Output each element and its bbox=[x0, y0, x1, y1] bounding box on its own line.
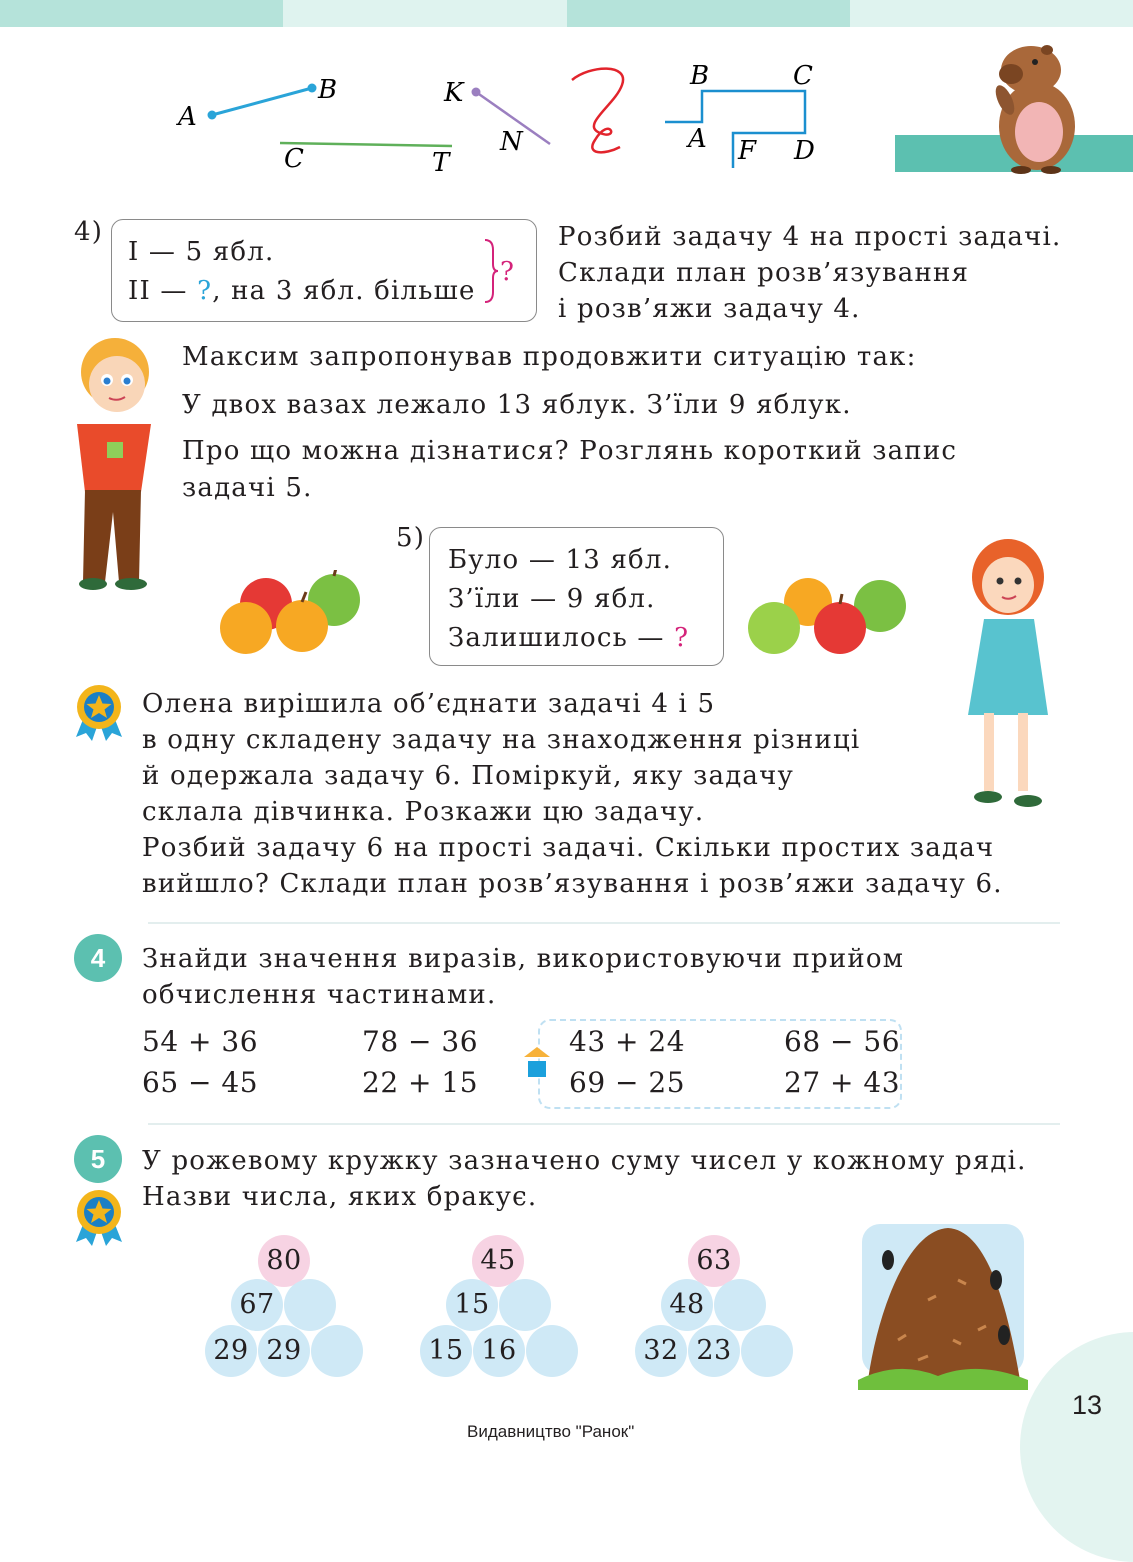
capybara-illustration bbox=[985, 38, 1085, 174]
sum-circle: 45 bbox=[472, 1235, 524, 1287]
number-circle: 15 bbox=[446, 1279, 498, 1331]
expression: 78 − 36 bbox=[362, 1025, 479, 1058]
number-circle: 29 bbox=[258, 1325, 310, 1377]
task4-instruction-line: Розбий задачу 4 на прості задачі. bbox=[558, 222, 1062, 252]
top-bar-2 bbox=[283, 0, 567, 27]
olena-paragraph-line: Розбий задачу 6 на прості задачі. Скільки простих задач bbox=[142, 833, 995, 863]
blank-circle[interactable] bbox=[741, 1325, 793, 1377]
apples-left-illustration bbox=[214, 570, 366, 658]
point-label: T bbox=[432, 148, 450, 178]
olena-paragraph-line: й одержала задачу 6. Поміркуй, яку задачу bbox=[142, 761, 795, 791]
anthill-illustration bbox=[858, 1220, 1028, 1390]
question-mark: ? bbox=[197, 276, 213, 306]
exercise-number-badge: 4 bbox=[74, 934, 122, 982]
blank-circle[interactable] bbox=[714, 1279, 766, 1331]
task4-brief-line1: I — 5 ябл. bbox=[128, 237, 275, 267]
page-number: 13 bbox=[1072, 1390, 1103, 1420]
number-circle: 67 bbox=[231, 1279, 283, 1331]
boy-illustration bbox=[55, 332, 165, 594]
exercise5-text-line: Назви числа, яких бракує. bbox=[142, 1182, 538, 1212]
brace-icon bbox=[483, 238, 499, 304]
point-label: F bbox=[738, 136, 757, 166]
olena-paragraph-line: вийшло? Склади план розв’язування і розв’яжи задачу 6. bbox=[142, 869, 1003, 899]
olena-paragraph-line: в одну складену задачу на знаходження різниці bbox=[142, 725, 861, 755]
task5-brief-line1: Було — 13 ябл. bbox=[448, 545, 673, 575]
maxim-paragraph-line: задачі 5. bbox=[182, 473, 313, 503]
brace-question-mark: ? bbox=[500, 257, 516, 287]
exercise4-text-line: обчислення частинами. bbox=[142, 980, 497, 1010]
blank-circle[interactable] bbox=[311, 1325, 363, 1377]
expression: 43 + 24 bbox=[569, 1025, 686, 1058]
point-label: N bbox=[500, 127, 523, 157]
exercise5-text-line: У рожевому кружку зазначено суму чисел у кожному ряді. bbox=[142, 1146, 1027, 1176]
question-mark: ? bbox=[674, 623, 690, 653]
number-circle: 32 bbox=[635, 1325, 687, 1377]
point-label: C bbox=[793, 61, 813, 91]
task5-brief-line2: З’їли — 9 ябл. bbox=[448, 584, 656, 614]
top-bar-3 bbox=[567, 0, 850, 27]
number-circle: 16 bbox=[473, 1325, 525, 1377]
page-corner bbox=[1020, 1332, 1133, 1562]
task4-line2-end: , на 3 ябл. більше bbox=[212, 276, 476, 306]
task4-number: 4) bbox=[74, 217, 104, 247]
point-label: D bbox=[794, 136, 815, 166]
point-label: K bbox=[444, 78, 464, 108]
point-label: B bbox=[690, 61, 710, 91]
sum-circle: 63 bbox=[688, 1235, 740, 1287]
olena-paragraph-line: Олена вирішила об’єднати задачі 4 і 5 bbox=[142, 689, 716, 719]
number-circle: 48 bbox=[661, 1279, 713, 1331]
number-circle: 23 bbox=[688, 1325, 740, 1377]
publisher-label: Видавництво "Ранок" bbox=[467, 1422, 635, 1441]
expression: 22 + 15 bbox=[362, 1066, 479, 1099]
maxim-paragraph-line: У двох вазах лежало 13 яблук. З’їли 9 яблук. bbox=[182, 390, 852, 420]
number-circle: 15 bbox=[420, 1325, 472, 1377]
task4-line2-start: II — bbox=[128, 276, 198, 306]
sum-circle: 80 bbox=[258, 1235, 310, 1287]
task5-number: 5) bbox=[396, 523, 426, 553]
point-label: C bbox=[284, 144, 304, 174]
apples-right-illustration bbox=[744, 574, 912, 658]
task4-brief-line2 bbox=[128, 273, 476, 309]
task4-instruction-line: Склади план розв’язування bbox=[558, 258, 970, 288]
girl-illustration bbox=[962, 535, 1062, 813]
geometry-figures bbox=[160, 55, 860, 185]
section-divider bbox=[148, 922, 1060, 924]
maxim-paragraph-line: Про що можна дізнатися? Розглянь короткий запис bbox=[182, 436, 958, 466]
section-divider bbox=[148, 1123, 1060, 1125]
expression: 68 − 56 bbox=[784, 1025, 901, 1058]
point-label: A bbox=[688, 124, 707, 154]
expression: 54 + 36 bbox=[142, 1025, 259, 1058]
expression: 69 − 25 bbox=[569, 1066, 686, 1099]
task5-brief-line3 bbox=[448, 620, 689, 656]
top-bar-4 bbox=[850, 0, 1133, 27]
top-bar-1 bbox=[0, 0, 283, 27]
exercise4-text-line: Знайди значення виразів, використовуючи прийом bbox=[142, 944, 905, 974]
ribbon-star-icon bbox=[72, 1188, 126, 1246]
expression: 27 + 43 bbox=[784, 1066, 901, 1099]
task4-instruction-line: і розв’яжи задачу 4. bbox=[558, 294, 861, 324]
task5-line3-text: Залишилось — bbox=[448, 623, 675, 653]
blank-circle[interactable] bbox=[284, 1279, 336, 1331]
ribbon-star-icon bbox=[72, 683, 126, 741]
olena-paragraph-line: склала дівчинка. Розкажи цю задачу. bbox=[142, 797, 705, 827]
blank-circle[interactable] bbox=[526, 1325, 578, 1377]
exercise-number-badge: 5 bbox=[74, 1135, 122, 1183]
number-circle: 29 bbox=[205, 1325, 257, 1377]
task5-brief-box bbox=[429, 527, 724, 666]
expression: 65 − 45 bbox=[142, 1066, 259, 1099]
house-level-icon bbox=[523, 1047, 551, 1079]
point-label: B bbox=[318, 75, 338, 105]
maxim-paragraph-line: Максим запропонував продовжити ситуацію так: bbox=[182, 342, 917, 372]
blank-circle[interactable] bbox=[499, 1279, 551, 1331]
point-label: A bbox=[178, 102, 197, 132]
task4-brief-box bbox=[111, 219, 537, 322]
